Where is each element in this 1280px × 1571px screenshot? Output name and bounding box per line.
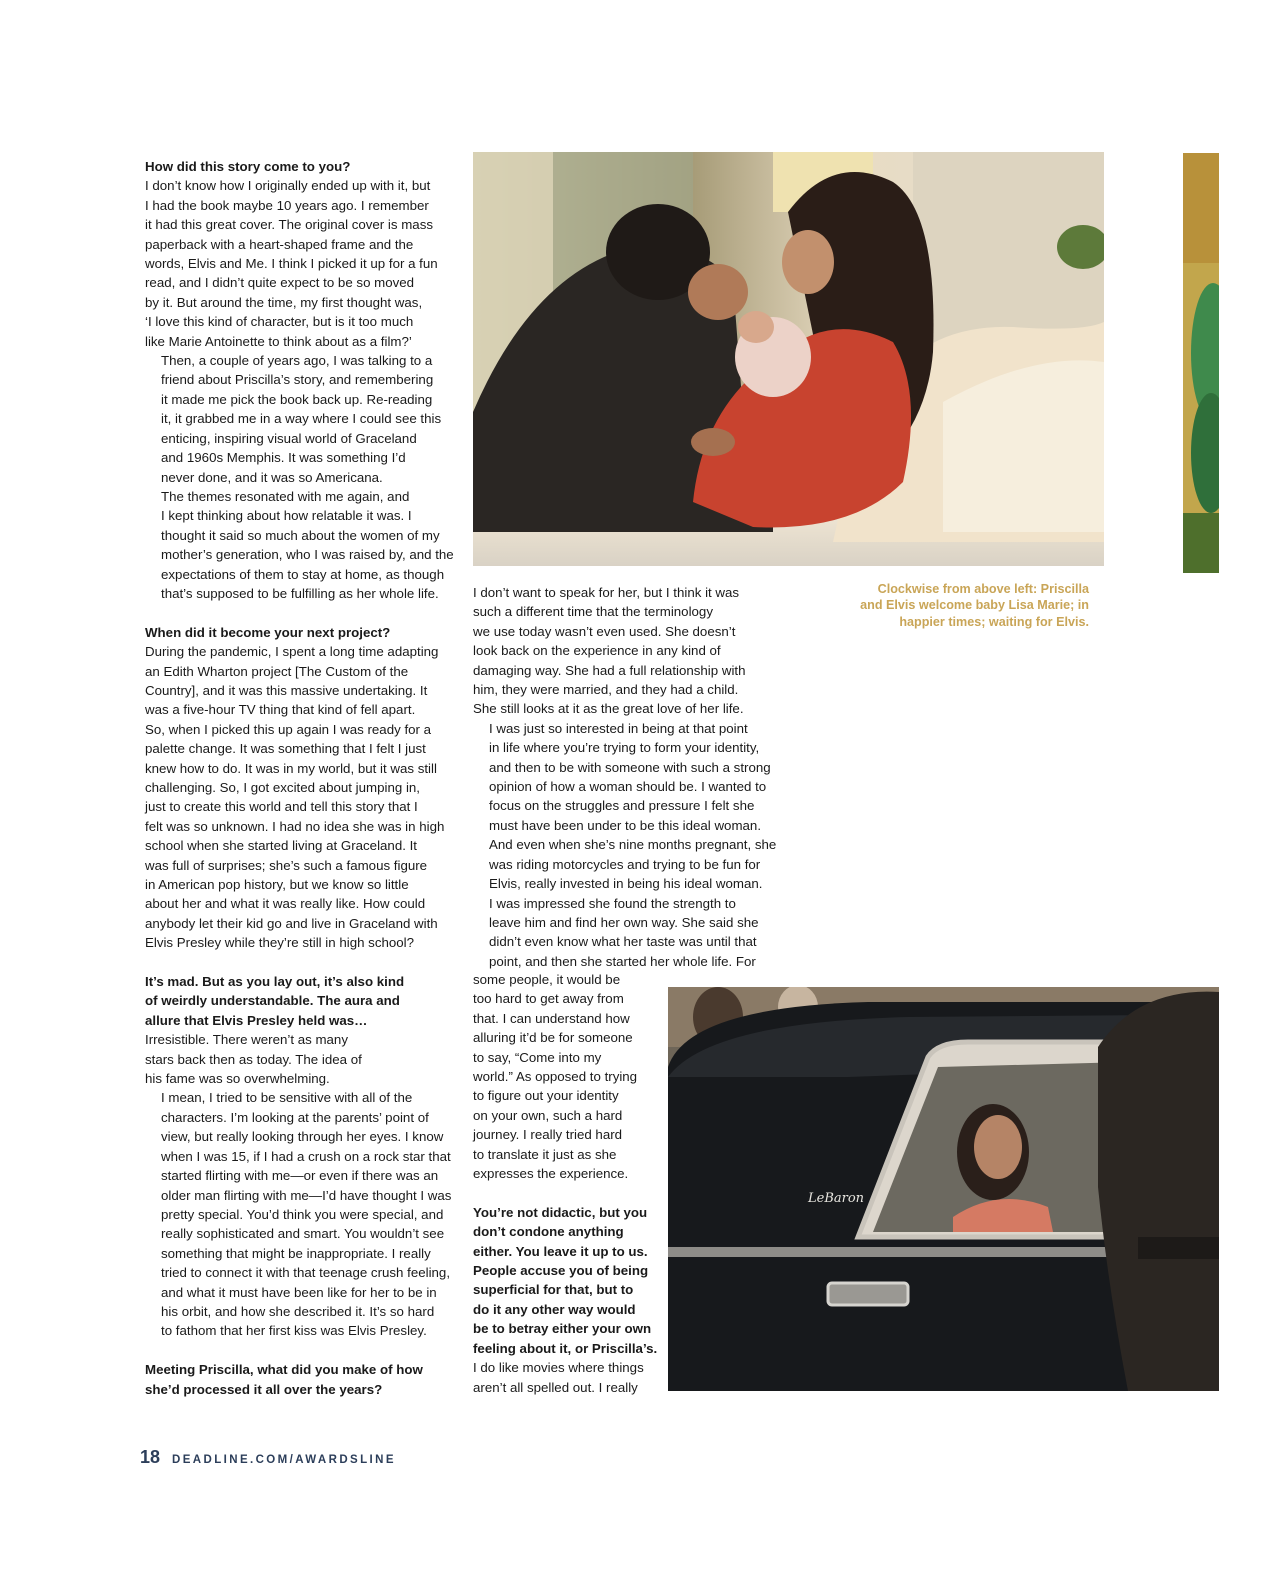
page-number: 18 [140, 1447, 161, 1467]
paragraph [473, 894, 773, 972]
text-line: and 1960s Memphis. It was something I’d [161, 450, 406, 466]
text-line: knew how to do. It was in my world, but it was still [145, 760, 437, 776]
article-column-left [145, 157, 454, 1399]
text-line: You’re not didactic, but you [473, 1204, 648, 1220]
paragraph [145, 1088, 452, 1340]
text-line: do it any other way would [473, 1301, 636, 1317]
text-line: was full of surprises; she’s such a famous figure [145, 857, 428, 873]
text-line: feeling about it, or Priscilla’s. [473, 1340, 658, 1356]
paragraph [473, 970, 663, 1183]
text-line: palette change. It was something that I felt I just [145, 741, 426, 757]
text-line: view, but really looking through her eyes. I know [161, 1129, 444, 1145]
caption-line: and Elvis welcome baby Lisa Marie; in [860, 598, 1089, 613]
text-line: I kept thinking about how relatable it was. I [161, 508, 412, 524]
text-line: never done, and it was so Americana. [161, 469, 383, 485]
paragraph [145, 487, 454, 603]
text-line: that. I can understand how [473, 1010, 630, 1026]
car-badge: LeBaron [808, 1191, 865, 1206]
text-line: Country], and it was this massive undertaking. It [145, 682, 428, 698]
text-line: Irresistible. There weren’t as many [145, 1032, 348, 1048]
text-line: It’s mad. But as you lay out, it’s also kind [145, 974, 405, 990]
text-line: Meeting Priscilla, what did you make of how [145, 1362, 423, 1378]
text-line: The themes resonated with me again, and [161, 488, 410, 504]
text-line: ‘I love this kind of character, but is it too much [145, 314, 414, 330]
text-line: I was impressed she found the strength to [489, 895, 736, 911]
text-line: she’d processed it all over the years? [145, 1381, 383, 1397]
text-line: him, they were married, and they had a child. [473, 682, 739, 698]
text-line: leave him and find her own way. She said she [489, 914, 759, 930]
paragraph [145, 642, 445, 953]
caption-line: Clockwise from above left: Priscilla [877, 582, 1089, 596]
text-line: really sophisticated and smart. You wouldn’t see [161, 1226, 445, 1242]
text-line: During the pandemic, I spent a long time adapting [145, 644, 439, 660]
text-line: too hard to get away from [473, 991, 624, 1007]
text-line: I had the book maybe 10 years ago. I remember [145, 197, 429, 213]
text-line: something that might be inappropriate. I really [161, 1245, 431, 1261]
paragraph [473, 719, 777, 894]
text-line: to translate it just as she [473, 1146, 617, 1162]
photo-caption [845, 581, 1089, 630]
photo-elvis-priscilla-baby [473, 152, 1104, 566]
text-line: allure that Elvis Presley held was… [145, 1012, 368, 1028]
text-line: by it. But around the time, my first thought was, [145, 294, 423, 310]
text-line: an Edith Wharton project [The Custom of the [145, 663, 409, 679]
text-line: such a different time that the terminology [473, 604, 713, 620]
text-line: was a five-hour TV thing that kind of fell apart. [145, 702, 416, 718]
text-line: on your own, such a hard [473, 1107, 623, 1123]
text-line: thought it said so much about the women of my [161, 527, 440, 543]
text-line: challenging. So, I got excited about jumping in, [145, 779, 420, 795]
text-line: aren’t all spelled out. I really [473, 1379, 638, 1395]
text-line: it made me pick the book back up. Re-reading [161, 391, 433, 407]
text-line: I mean, I tried to be sensitive with all of the [161, 1090, 413, 1106]
text-line: in American pop history, but we know so little [145, 877, 409, 893]
text-line: expresses the experience. [473, 1166, 629, 1182]
text-line: People accuse you of being [473, 1263, 649, 1279]
text-line: I was just so interested in being at that point [489, 720, 748, 736]
text-line: some people, it would be [473, 972, 621, 987]
text-line: it, it grabbed me in a way where I could see this [161, 411, 442, 427]
interview-question [145, 1360, 445, 1399]
text-line: She still looks at it as the great love of her life. [473, 701, 744, 717]
text-line: words, Elvis and Me. I think I picked it up for a fun [145, 256, 438, 272]
text-line: Elvis, really invested in being his ideal woman. [489, 876, 763, 892]
text-line: I do like movies where things [473, 1360, 644, 1376]
photo-edge-next-page [1183, 153, 1219, 573]
caption-line: happier times; waiting for Elvis. [899, 614, 1089, 629]
text-line: expectations of them to stay at home, as though [161, 566, 445, 582]
text-line: was riding motorcycles and trying to be fun for [489, 856, 761, 872]
text-line: it had this great cover. The original cover is mass [145, 217, 433, 233]
text-line: point, and then she started her whole life. For [489, 953, 756, 969]
text-line: school when she started living at Graceland. It [145, 838, 417, 854]
text-line: read, and I didn’t quite expect to be so moved [145, 275, 415, 291]
photo-priscilla-in-car [668, 987, 1219, 1391]
paragraph [145, 1030, 445, 1088]
text-line: How did this story come to you? [145, 159, 351, 174]
text-line: and what it must have been like for her to be in [161, 1284, 437, 1300]
text-line: don’t condone anything [473, 1224, 624, 1240]
text-line: of weirdly understandable. The aura and [145, 993, 400, 1009]
text-line: look back on the experience in any kind of [473, 643, 721, 659]
text-line: stars back then as today. The idea of [145, 1051, 362, 1067]
text-line: felt was so unknown. I had no idea she was in high [145, 818, 445, 834]
text-line: enticing, inspiring visual world of Graceland [161, 430, 417, 446]
text-line: to say, “Come into my [473, 1049, 602, 1065]
text-line: in life where you’re trying to form your identity, [489, 740, 760, 756]
article-column-middle-top [473, 583, 777, 971]
text-line: must have been under to be this ideal woman. [489, 817, 762, 833]
text-line: just to create this world and tell this story that I [145, 799, 418, 815]
text-line: focus on the struggles and pressure I felt she [489, 798, 755, 814]
text-line: characters. I’m looking at the parents’ point of [161, 1109, 429, 1125]
text-line: When did it become your next project? [145, 624, 391, 640]
text-line: tried to connect it with that teenage crush feeling, [161, 1265, 451, 1281]
text-line: journey. I really tried hard [473, 1127, 623, 1143]
text-line: be to betray either your own [473, 1321, 652, 1337]
site-url: DEADLINE.COM/AWARDSLINE [172, 1454, 396, 1466]
paragraph [473, 1358, 663, 1397]
text-line: alluring it’d be for someone [473, 1030, 633, 1046]
text-line: So, when I picked this up again I was ready for a [145, 721, 432, 737]
text-line: friend about Priscilla’s story, and remembering [161, 372, 434, 388]
interview-question [145, 157, 445, 176]
text-line: And even when she’s nine months pregnant, she [489, 837, 777, 853]
text-line: anybody let their kid go and live in Graceland with [145, 915, 438, 931]
text-line: older man flirting with me—I’d have thought I was [161, 1187, 452, 1203]
interview-question [473, 1203, 663, 1358]
page-footer [140, 1447, 396, 1468]
text-line: mother’s generation, who I was raised by, and the [161, 547, 454, 563]
text-line: opinion of how a woman should be. I wanted to [489, 779, 767, 795]
text-line: didn’t even know what her taste was until that [489, 934, 757, 950]
text-line: I don’t want to speak for her, but I think it was [473, 585, 740, 600]
text-line: paperback with a heart-shaped frame and the [145, 236, 414, 252]
text-line: I don’t know how I originally ended up with it, but [145, 178, 431, 194]
paragraph [145, 351, 445, 487]
text-line: we use today wasn’t even used. She doesn’t [473, 623, 736, 639]
text-line: like Marie Antoinette to think about as a film?’ [145, 333, 412, 349]
text-line: superficial for that, but to [473, 1282, 634, 1298]
text-line: either. You leave it up to us. [473, 1243, 648, 1259]
text-line: his fame was so overwhelming. [145, 1071, 330, 1087]
text-line: Elvis Presley while they’re still in high school? [145, 935, 415, 951]
text-line: to fathom that her first kiss was Elvis Presley. [161, 1323, 427, 1339]
article-column-middle-bottom [473, 970, 663, 1397]
text-line: damaging way. She had a full relationship with [473, 662, 746, 678]
paragraph [473, 583, 773, 719]
text-line: his orbit, and how she described it. It’s so hard [161, 1303, 435, 1319]
text-line: started flirting with me—or even if there was an [161, 1168, 439, 1184]
text-line: Then, a couple of years ago, I was talking to a [161, 353, 433, 369]
text-line: world.” As opposed to trying [473, 1069, 638, 1085]
interview-question [145, 623, 445, 642]
text-line: pretty special. You’d think you were special, and [161, 1206, 444, 1222]
text-line: and then to be with someone with such a strong [489, 759, 771, 775]
paragraph [145, 176, 445, 351]
text-line: that’s supposed to be fulfilling as her whole life. [161, 585, 439, 601]
text-line: to figure out your identity [473, 1088, 619, 1104]
text-line: when I was 15, if I had a crush on a rock star that [161, 1148, 451, 1164]
text-line: about her and what it was really like. How could [145, 896, 426, 912]
interview-question [145, 972, 445, 1030]
